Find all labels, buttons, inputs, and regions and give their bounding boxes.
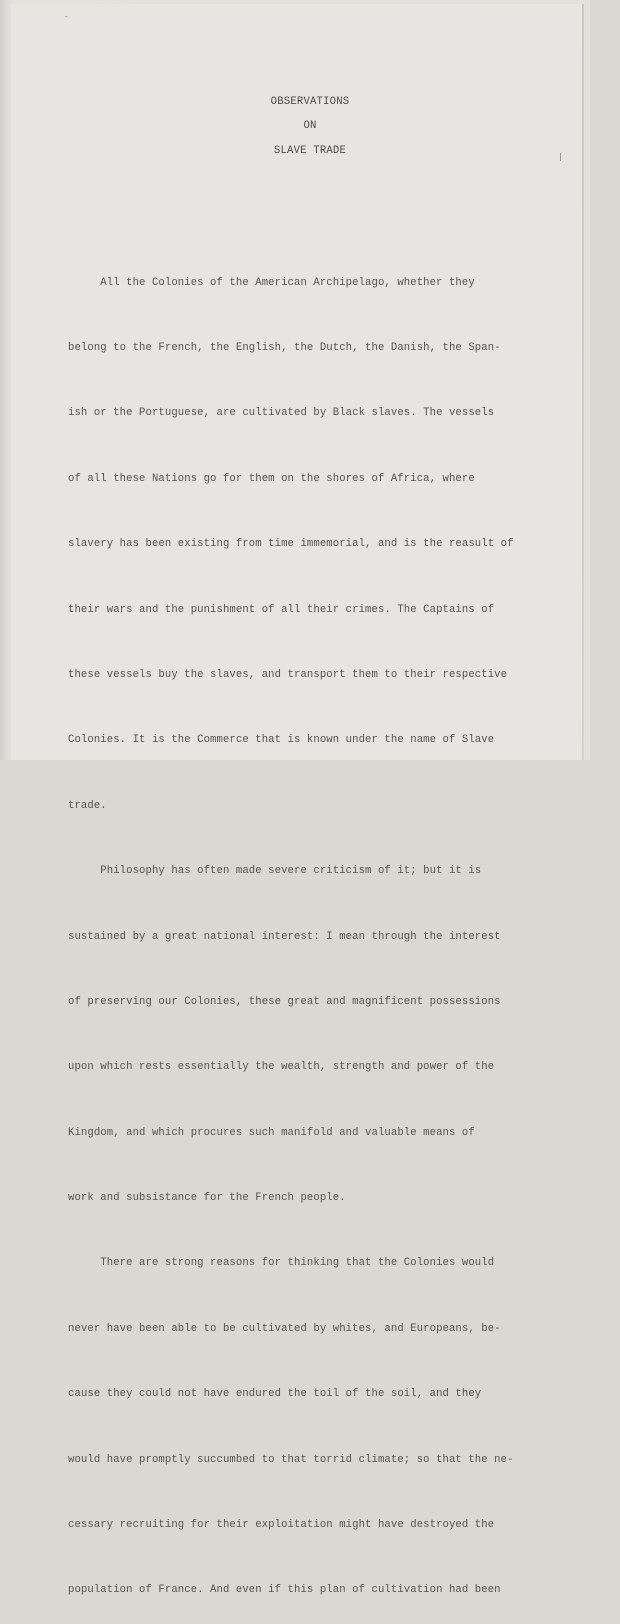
text-line: There are strong reasons for thinking that the Colonies would [68,1257,495,1270]
text-line: ish or the Portuguese, are cultivated by Black slaves. The vessels [68,407,495,420]
text-line: Kingdom, and which procures such manifold and valuable means of [68,1126,475,1139]
text-line: of preserving our Colonies, these great and magnificent possessions [68,995,501,1008]
text-line: Philosophy has often made severe criticism of it; but it is [68,865,482,878]
text-line: trade. [68,799,107,812]
corner-mark: - [64,12,69,21]
text-line: slavery has been existing from time immemorial, and is the reasult of [68,538,514,551]
margin-mark: | [558,152,563,161]
text-line: All the Colonies of the American Archipelago, whether they [68,276,475,289]
title-line-2: ON [303,120,317,132]
text-line: never have been able to be cultivated by whites, and Europeans, be- [68,1322,501,1335]
text-line: sustained by a great national interest: I mean through the interest [68,930,501,943]
text-line: would have promptly succumbed to that torrid climate; so that the ne- [68,1453,514,1466]
text-line: of all these Nations go for them on the shores of Africa, where [68,472,475,485]
text-line: their wars and the punishment of all their crimes. The Captains of [68,603,495,616]
body-text [68,229,528,1624]
text-line: these vessels buy the slaves, and transport them to their respective [68,668,508,681]
text-line: cause they could not have endured the toil of the soil, and they [68,1388,482,1401]
title-line-3: SLAVE TRADE [273,145,347,157]
page-edge [582,4,584,760]
text-line: cessary recruiting for their exploitation might have destroyed the [68,1519,495,1532]
text-line: population of France. And even if this plan of cultivation had been [68,1584,501,1597]
text-line: work and subsistance for the French people. [68,1192,346,1205]
text-line: belong to the French, the English, the Dutch, the Danish, the Span- [68,341,501,354]
text-line: upon which rests essentially the wealth, strength and power of the [68,1061,495,1074]
text-line: Colonies. It is the Commerce that is known under the name of Slave [68,734,495,747]
title-line-1: OBSERVATIONS [270,96,350,108]
